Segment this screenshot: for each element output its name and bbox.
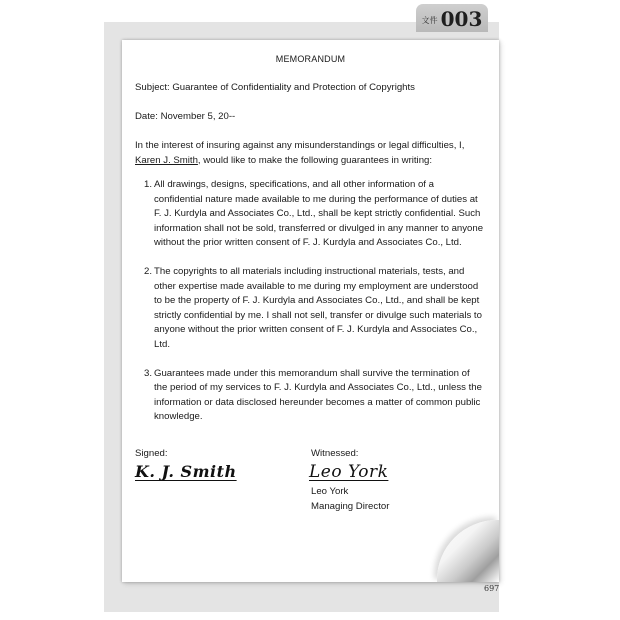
page-number: 697 xyxy=(484,584,500,593)
document-tab xyxy=(416,4,488,32)
intro-text-end: , would like to make the following guarantees in writing: xyxy=(197,154,433,166)
memo-subject: Subject: Guarantee of Confidentiality and Protection of Copyrights xyxy=(135,82,415,93)
guarantee-text: The copyrights to all materials including instructional materials, tests, and other expertise made available to me during my employment are understood to be the property of F. J. Kurdyla and Associates Co., Ltd., and shall be kept strictly confidential by me. I shall not sell, transfer or divulge such materials to anyone without the prior written consent of F. J. Kurdyla and Associates Co., Ltd. xyxy=(154,265,482,350)
witness-name: Leo York xyxy=(311,486,349,497)
document-tab-number: 003 xyxy=(440,7,483,31)
guarantee-text: Guarantees made under this memorandum shall survive the termination of the period of my services to F. J. Kurdyla and Associates Co., Ltd., unless the information or data disclosed hereunder becomes a matter of common public knowledge. xyxy=(154,367,482,423)
guarantee-list xyxy=(144,178,484,439)
memo-date: Date: November 5, 20-- xyxy=(135,111,236,122)
signer-signature: K. J. Smith xyxy=(135,462,237,481)
guarantee-number: 3. xyxy=(144,367,153,379)
intro-name: Karen J. Smith xyxy=(135,154,198,166)
witness-title: Managing Director xyxy=(311,500,390,512)
memo-intro xyxy=(135,139,490,168)
intro-text-start: In the interest of insuring against any misunderstandings or legal difficulties, I, xyxy=(135,140,465,151)
memo-title: MEMORANDUM xyxy=(275,54,346,64)
guarantee-number: 2. xyxy=(144,265,153,277)
witness-block xyxy=(311,485,389,514)
witnessed-label: Witnessed: xyxy=(311,448,359,459)
page-curl-icon xyxy=(437,520,499,582)
signed-label: Signed: xyxy=(135,448,168,459)
document-tab-label: 文件 xyxy=(421,16,438,25)
guarantee-item xyxy=(144,265,484,353)
guarantee-item xyxy=(144,367,484,425)
guarantee-item xyxy=(144,178,484,251)
guarantee-text: All drawings, designs, specifications, and all other information of a confidential nature made available to me during the performance of duties at F. J. Kurdyla and Associates Co., Ltd., shall be kept strictly confidential. Such information shall not be sold, transferred or divulged in any manner to anyone without the prior written consent of F. J. Kurdyla and Associates Co., Ltd. xyxy=(154,179,484,249)
guarantee-number: 1. xyxy=(144,179,153,190)
witness-signature: Leo York xyxy=(309,462,389,482)
